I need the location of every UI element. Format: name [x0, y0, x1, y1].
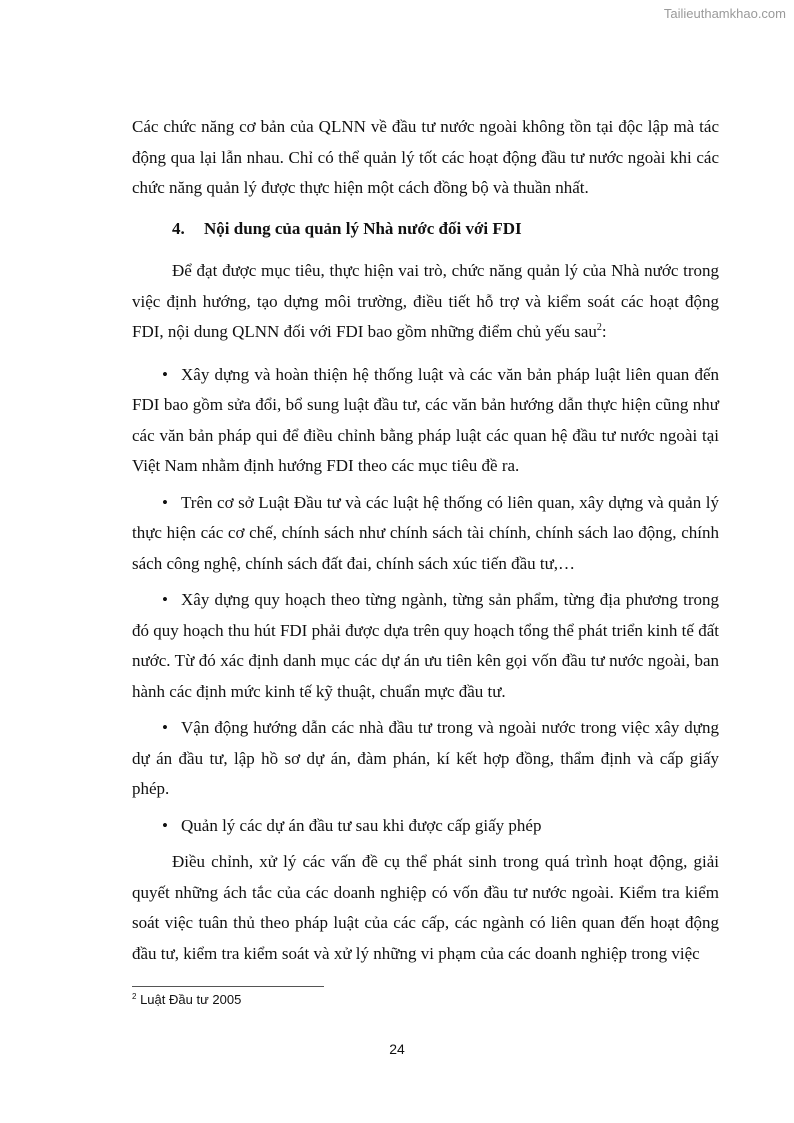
bullet-text: Vận động hướng dẫn các nhà đầu tư trong và ngoài nước trong việc xây dựng dự án đầu tư, lập hồ sơ dự án, đàm phán, kí kết hợp đồng, thẩm định và cấp giấy phép.	[132, 718, 719, 798]
paragraph-adjustment: Điều chỉnh, xử lý các vấn đề cụ thể phát sinh trong quá trình hoạt động, giải quyết những ách tắc của các doanh nghiệp có vốn đầu tư nước ngoài. Kiểm tra kiểm soát việc tuân thủ theo pháp luật của các cấp, các ngành có liên quan đến hoạt động đầu tư, kiểm tra kiểm soát và xử lý những vi phạm của các doanh nghiệp trong việc	[132, 852, 719, 963]
footnote	[132, 992, 241, 1007]
bullet-text: Trên cơ sở Luật Đầu tư và các luật hệ thống có liên quan, xây dựng và quản lý thực hiện các cơ chế, chính sách như chính sách tài chính, chính sách lao động, chính sách công nghệ, chính sách đất đai, chính sách xúc tiến đầu tư,…	[132, 492, 719, 573]
bullet-item	[132, 488, 719, 580]
page-number: 24	[389, 1041, 405, 1057]
footnote-divider	[132, 986, 324, 987]
bullet-item	[132, 360, 719, 482]
footnote-text: Luật Đầu tư 2005	[140, 992, 242, 1007]
watermark: Tailieuthamkhao.com	[663, 6, 786, 21]
bullet-icon: •	[162, 590, 168, 609]
bullet-item	[132, 585, 719, 707]
bullet-text: Xây dựng và hoàn thiện hệ thống luật và các văn bản pháp luật liên quan đến FDI bao gồm sửa đổi, bổ sung luật đầu tư, các văn bản hướng dẫn thực hiện cũng như các văn bản pháp qui để điều chỉnh bằng pháp luật các quan hệ đầu tư nước ngoài tại Việt Nam nhằm định hướng FDI theo các mục tiêu đề ra.	[132, 364, 719, 475]
bullet-icon: •	[162, 492, 168, 512]
bullet-item	[132, 811, 719, 842]
bullet-item	[132, 713, 719, 805]
bullet-text: Xây dựng quy hoạch theo từng ngành, từng sản phẩm, từng địa phương trong đó quy hoạch thu hút FDI phải được dựa trên quy hoạch tổng thể phát triển kinh tế đất nước. Từ đó xác định danh mục các dự án ưu tiên kên gọi vốn đầu tư nước ngoài, ban hành các định mức kinh tế kỹ thuật, chuẩn mực đầu tư.	[132, 590, 719, 701]
intro-tail: :	[601, 322, 607, 341]
paragraph-intro-functions: Các chức năng cơ bản của QLNN về đầu tư nước ngoài không tồn tại độc lập mà tác động qua lại lẫn nhau. Chỉ có thể quản lý tốt các hoạt động đầu tư nước ngoài khi các chức năng quản lý được thực hiện một cách đồng bộ và thuần nhất.	[132, 117, 719, 197]
bullet-icon: •	[162, 718, 168, 737]
bullet-icon: •	[162, 364, 168, 384]
section-heading	[172, 214, 719, 245]
footnote-number: 2	[132, 992, 137, 1001]
paragraph-content-intro	[132, 256, 719, 348]
page-body	[132, 112, 719, 969]
footnote-reference[interactable]: 2	[596, 322, 602, 333]
section-number: 4.	[172, 218, 185, 238]
bullet-text: Quản lý các dự án đầu tư sau khi được cấp giấy phép	[181, 815, 542, 835]
section-title: Nội dung của quản lý Nhà nước đối với FDI	[204, 218, 522, 238]
bullet-icon: •	[162, 815, 168, 835]
intro-text: Để đạt được mục tiêu, thực hiện vai trò, chức năng quản lý của Nhà nước trong việc định hướng, tạo dựng môi trường, điều tiết hỗ trợ và kiểm soát các hoạt động FDI, nội dung QLNN đối với FDI bao gồm những điểm chủ yếu sau	[132, 261, 719, 341]
